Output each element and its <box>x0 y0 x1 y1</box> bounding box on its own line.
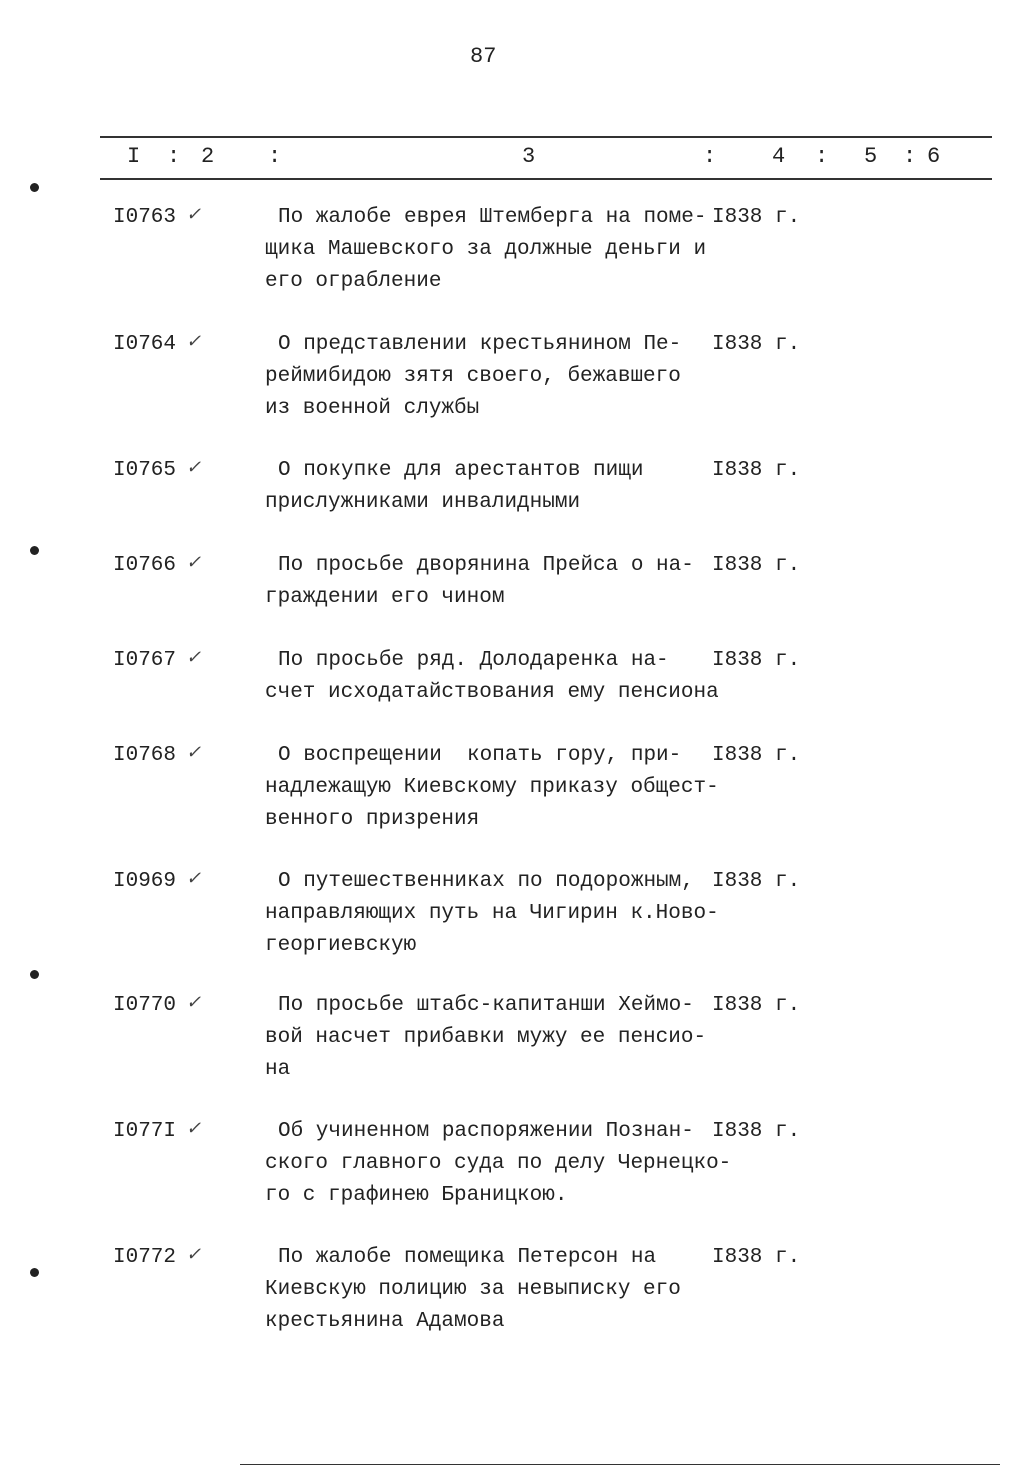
entry-description <box>265 202 706 298</box>
description-line: на <box>265 1058 291 1081</box>
description-line: щика Машевского за должные деньги и <box>265 238 707 261</box>
bottom-rule <box>240 1464 1000 1465</box>
description-line: го с графинею Браницкою. <box>265 1184 568 1207</box>
check-mark-icon: ✓ <box>186 204 202 225</box>
description-line: вой насчет прибавки мужу ее пенсио- <box>265 1026 707 1049</box>
entry-description <box>265 455 643 519</box>
description-line: венного призрения <box>265 808 480 831</box>
entry-year: I838 г. <box>712 333 801 356</box>
description-line: Киевскую полицию за невыписку его <box>265 1278 681 1301</box>
header-top-rule <box>100 136 992 138</box>
entry-number: I0969 <box>113 870 177 893</box>
description-line: По просьбе дворянина Прейса о на- <box>278 554 694 577</box>
check-mark-icon: ✓ <box>186 1244 202 1265</box>
entry-description <box>265 740 719 836</box>
entry-year: I838 г. <box>712 459 801 482</box>
entry-year: I838 г. <box>712 870 801 893</box>
entry-number: I0766 <box>113 554 177 577</box>
column-separator: : <box>703 144 717 169</box>
description-line: О воспрещении копать гору, при- <box>278 744 682 767</box>
binding-hole <box>30 970 39 979</box>
description-line: его ограбление <box>265 270 442 293</box>
description-line: надлежащую Киевскому приказу общест- <box>265 776 719 799</box>
entry-year: I838 г. <box>712 994 801 1017</box>
description-line: направляющих путь на Чигирин к.Ново- <box>265 902 719 925</box>
description-line: По жалобе помещика Петерсон на <box>278 1246 657 1269</box>
entry-description <box>265 1242 681 1338</box>
column-separator: : <box>268 144 282 169</box>
entry-year: I838 г. <box>712 649 801 672</box>
description-line: счет исходатайствования ему пенсиона <box>265 681 719 704</box>
check-mark-icon: ✓ <box>186 331 202 352</box>
entry-number: I0764 <box>113 333 177 356</box>
column-separator: : <box>903 144 917 169</box>
entry-description <box>265 645 719 709</box>
description-line: граждении его чином <box>265 586 505 609</box>
description-line: ского главного суда по делу Чернецко- <box>265 1152 732 1175</box>
description-line: георгиевскую <box>265 934 417 957</box>
description-line: прислужниками инвалидными <box>265 491 581 514</box>
entry-description <box>265 550 694 614</box>
description-line: О путешественниках по подорожным, <box>278 870 694 893</box>
entry-year: I838 г. <box>712 1246 801 1269</box>
entry-description <box>265 1116 731 1212</box>
entry-description <box>265 990 706 1086</box>
column-separator: : <box>167 144 181 169</box>
description-line: По просьбе штабс-капитанши Хеймо- <box>278 994 694 1017</box>
entry-number: I0768 <box>113 744 177 767</box>
column-header-6: 6 <box>927 144 941 169</box>
column-header-3: 3 <box>522 144 536 169</box>
entry-description <box>265 866 719 962</box>
binding-hole <box>30 546 39 555</box>
entry-description <box>265 329 681 425</box>
column-header-2: 2 <box>201 144 215 169</box>
column-header-5: 5 <box>864 144 878 169</box>
entry-year: I838 г. <box>712 554 801 577</box>
column-header-1: I <box>127 144 141 169</box>
column-separator: : <box>815 144 829 169</box>
check-mark-icon: ✓ <box>186 868 202 889</box>
entry-year: I838 г. <box>712 1120 801 1143</box>
binding-hole <box>30 183 39 192</box>
check-mark-icon: ✓ <box>186 457 202 478</box>
check-mark-icon: ✓ <box>186 992 202 1013</box>
entry-year: I838 г. <box>712 206 801 229</box>
description-line: реймибидою зятя своего, бежавшего <box>265 365 681 388</box>
description-line: крестьянина Адамова <box>265 1310 505 1333</box>
check-mark-icon: ✓ <box>186 647 202 668</box>
description-line: О представлении крестьянином Пе- <box>278 333 682 356</box>
check-mark-icon: ✓ <box>186 552 202 573</box>
entry-number: I0763 <box>113 206 177 229</box>
description-line: из военной службы <box>265 397 480 420</box>
entry-number: I0767 <box>113 649 177 672</box>
check-mark-icon: ✓ <box>186 1118 202 1139</box>
header-bottom-rule <box>100 178 992 180</box>
check-mark-icon: ✓ <box>186 742 202 763</box>
column-header-4: 4 <box>772 144 786 169</box>
description-line: По просьбе ряд. Долодаренка на- <box>278 649 669 672</box>
entry-number: I0772 <box>113 1246 177 1269</box>
description-line: О покупке для арестантов пищи <box>278 459 644 482</box>
description-line: По жалобе еврея Штемберга на поме- <box>278 206 707 229</box>
entry-number: I0770 <box>113 994 177 1017</box>
description-line: Об учиненном распоряжении Познан- <box>278 1120 694 1143</box>
entry-number: I0765 <box>113 459 177 482</box>
binding-hole <box>30 1268 39 1277</box>
page-number: 87 <box>470 44 497 69</box>
entry-year: I838 г. <box>712 744 801 767</box>
entry-number: I077I <box>113 1120 177 1143</box>
